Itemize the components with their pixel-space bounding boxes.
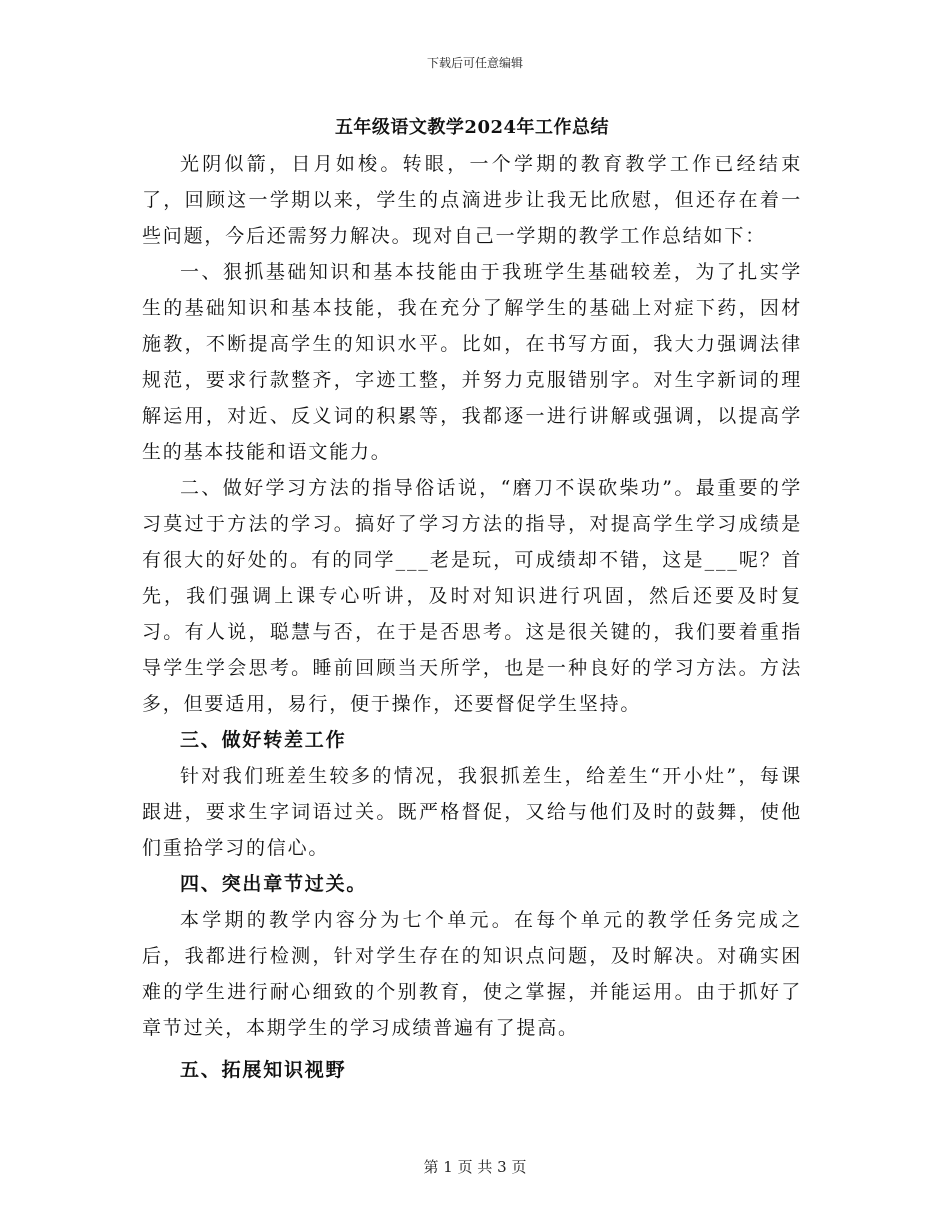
section-5-heading: 五、拓展知识视野 [180,1059,347,1081]
page-number: 第 1 页 共 3 页 [423,1158,527,1176]
section-3-heading: 三、做好转差工作 [180,729,347,751]
section-3-paragraph: 针对我们班差生较多的情况，我狠抓差生，给差生“开小灶”，每课跟进，要求生字词语过关。既严格督促，又给与他们及时的鼓舞，使他们重拾学习的信心。 [142,765,802,859]
section-1-paragraph: 一、狠抓基础知识和基本技能由于我班学生基础较差，为了扎实学生的基础知识和基本技能，我在充分了解学生的基础上对症下药，因材施教，不断提高学生的知识水平。比如，在书写方面，我大力强调法律规范，要求行款整齐，字迹工整，并努力克服错别字。对生字新词的理解运用，对近、反义词的积累等，我都逐一进行讲解或强调，以提高学生的基本技能和语文能力。 [142,261,802,463]
header-note: 下载后可任意编辑 [426,56,523,70]
section-4-heading: 四、突出章节过关。 [180,873,368,895]
document-body [142,110,802,1088]
document-title: 五年级语文教学2024年工作总结 [334,117,610,138]
section-4-paragraph: 本学期的教学内容分为七个单元。在每个单元的教学任务完成之后，我都进行检测，针对学生存在的知识点问题，及时解决。对确实困难的学生进行耐心细致的个别教育，使之掌握，并能运用。由于抓好了章节过关，本期学生的学习成绩普遍有了提高。 [142,909,802,1039]
intro-paragraph: 光阴似箭，日月如梭。转眼，一个学期的教育教学工作已经结束了，回顾这一学期以来，学生的点滴进步让我无比欣慰，但还存在着一些问题，今后还需努力解决。现对自己一学期的教学工作总结如下： [142,153,802,247]
section-2-paragraph: 二、做好学习方法的指导俗话说，“磨刀不误砍柴功”。最重要的学习莫过于方法的学习。搞好了学习方法的指导，对提高学生学习成绩是有很大的好处的。有的同学___老是玩，可成绩却不错，这是___呢？首先，我们强调上课专心听讲，及时对知识进行巩固，然后还要及时复习。有人说，聪慧与否，在于是否思考。这是很关键的，我们要着重指导学生学会思考。睡前回顾当天所学，也是一种良好的学习方法。方法多，但要适用，易行，便于操作，还要督促学生坚持。 [142,477,802,715]
